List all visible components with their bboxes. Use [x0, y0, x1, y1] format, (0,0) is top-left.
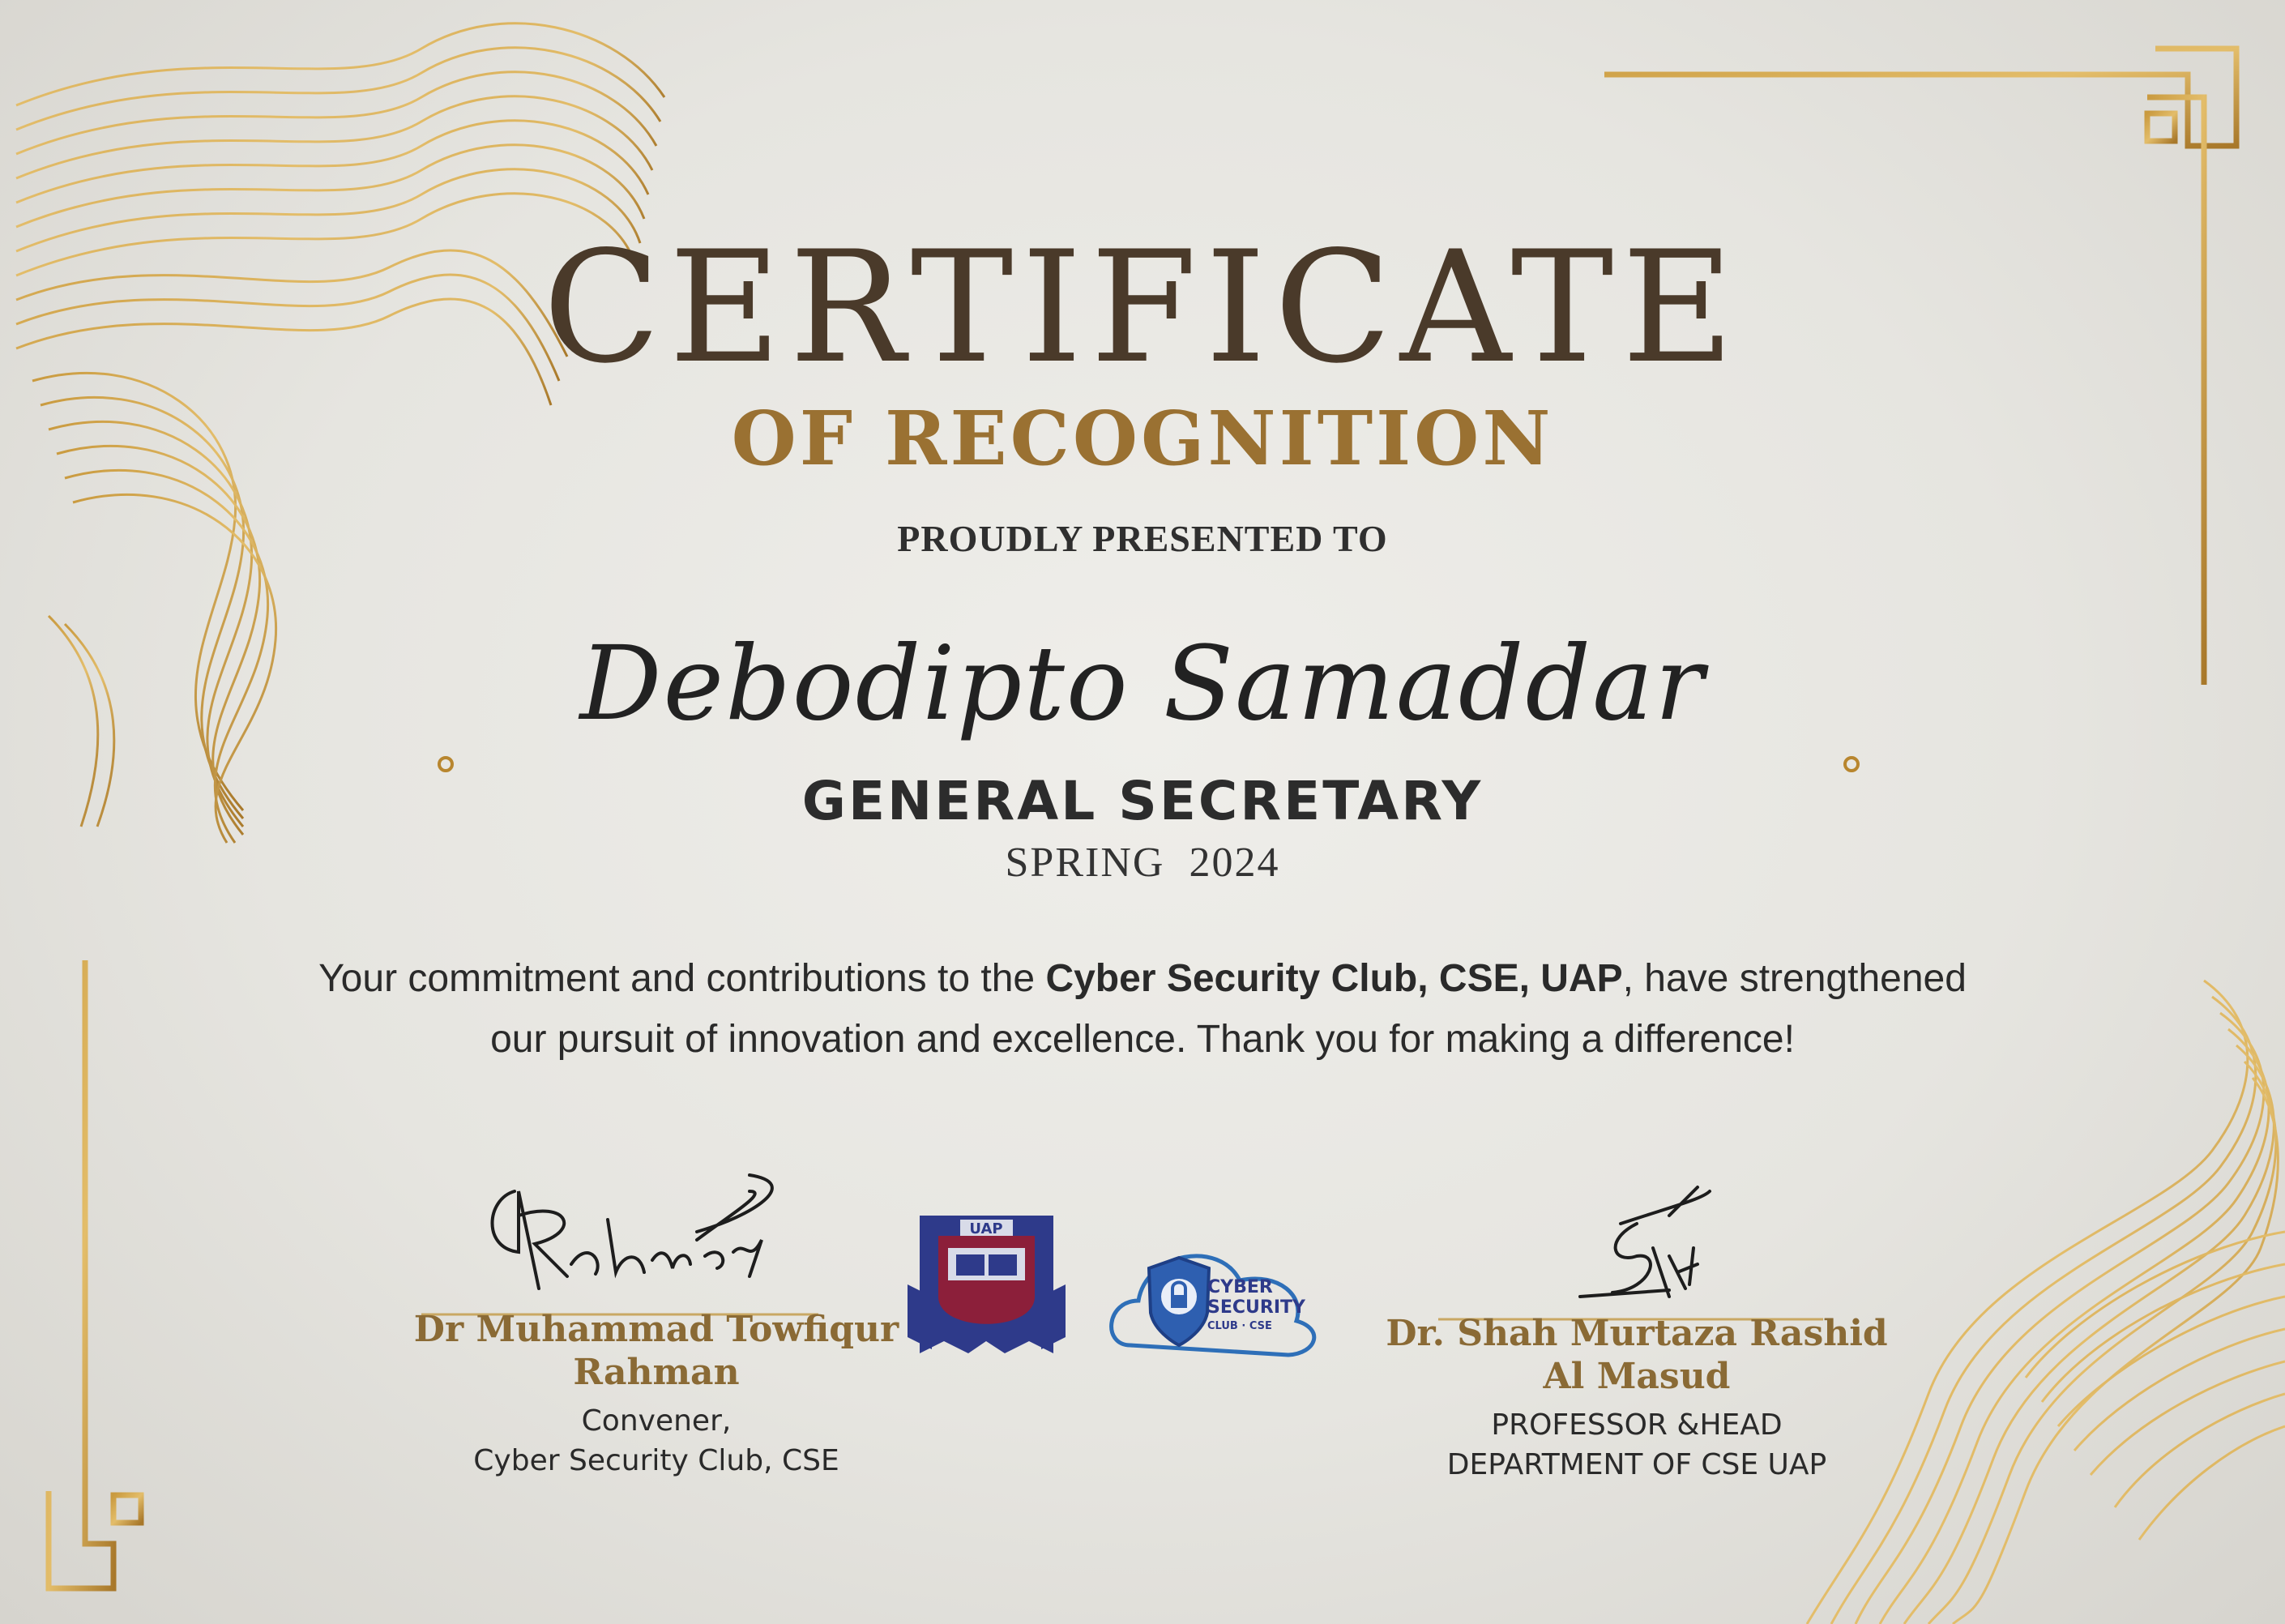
left-signatory-role-line1: Convener,	[581, 1404, 732, 1438]
name-underline-divider	[439, 758, 1858, 771]
right-signatory-name-line1: Dr. Shah Murtaza Rashid	[1386, 1313, 1888, 1354]
bottom-right-wave-ornament	[1807, 981, 2285, 1624]
certificate-subtitle: OF RECOGNITION	[731, 395, 1554, 482]
recipient-name: Debodipto Samaddar	[579, 624, 1706, 743]
right-signatory-name-line2: Al Masud	[1543, 1355, 1731, 1397]
body-text-line2: our pursuit of innovation and excellence. Thank you for making a difference!	[490, 1018, 1795, 1061]
body-text-line1-end: , have strengthened	[1622, 957, 1967, 1000]
right-signatory-role	[1369, 1406, 1904, 1485]
left-signatory-role	[357, 1402, 956, 1481]
presented-to-label: PROUDLY PRESENTED TO	[897, 518, 1388, 559]
left-signatory-name	[357, 1309, 956, 1395]
term-label: SPRING 2024	[1005, 840, 1280, 886]
left-signature	[493, 1175, 772, 1289]
body-text-line1	[0, 956, 2285, 1001]
right-signatory-role-line2: DEPARTMENT OF CSE UAP	[1446, 1447, 1827, 1481]
club-logo-text-line1: CYBER	[1207, 1277, 1273, 1297]
club-logo-text-line3: CLUB · CSE	[1207, 1320, 1272, 1332]
left-signatory-role-line2: Cyber Security Club, CSE	[473, 1443, 839, 1477]
uap-logo-text: UAP	[969, 1220, 1003, 1237]
right-signature	[1580, 1187, 1710, 1297]
left-signatory-name-line1: Dr Muhammad Towfiqur	[413, 1309, 899, 1350]
right-signatory-role-line1: PROFESSOR &HEAD	[1491, 1408, 1783, 1442]
left-signatory-name-line2: Rahman	[573, 1351, 740, 1393]
club-logo-text-line2: SECURITY	[1207, 1297, 1305, 1318]
club-name-emphasis: Cyber Security Club, CSE, UAP	[1045, 957, 1623, 1000]
right-signatory-name	[1369, 1313, 1904, 1399]
body-text-line1-start: Your commitment and contributions to the	[318, 957, 1046, 1000]
certificate-title: CERTIFICATE	[542, 218, 1743, 397]
recipient-role: GENERAL SECRETARY	[801, 770, 1484, 832]
